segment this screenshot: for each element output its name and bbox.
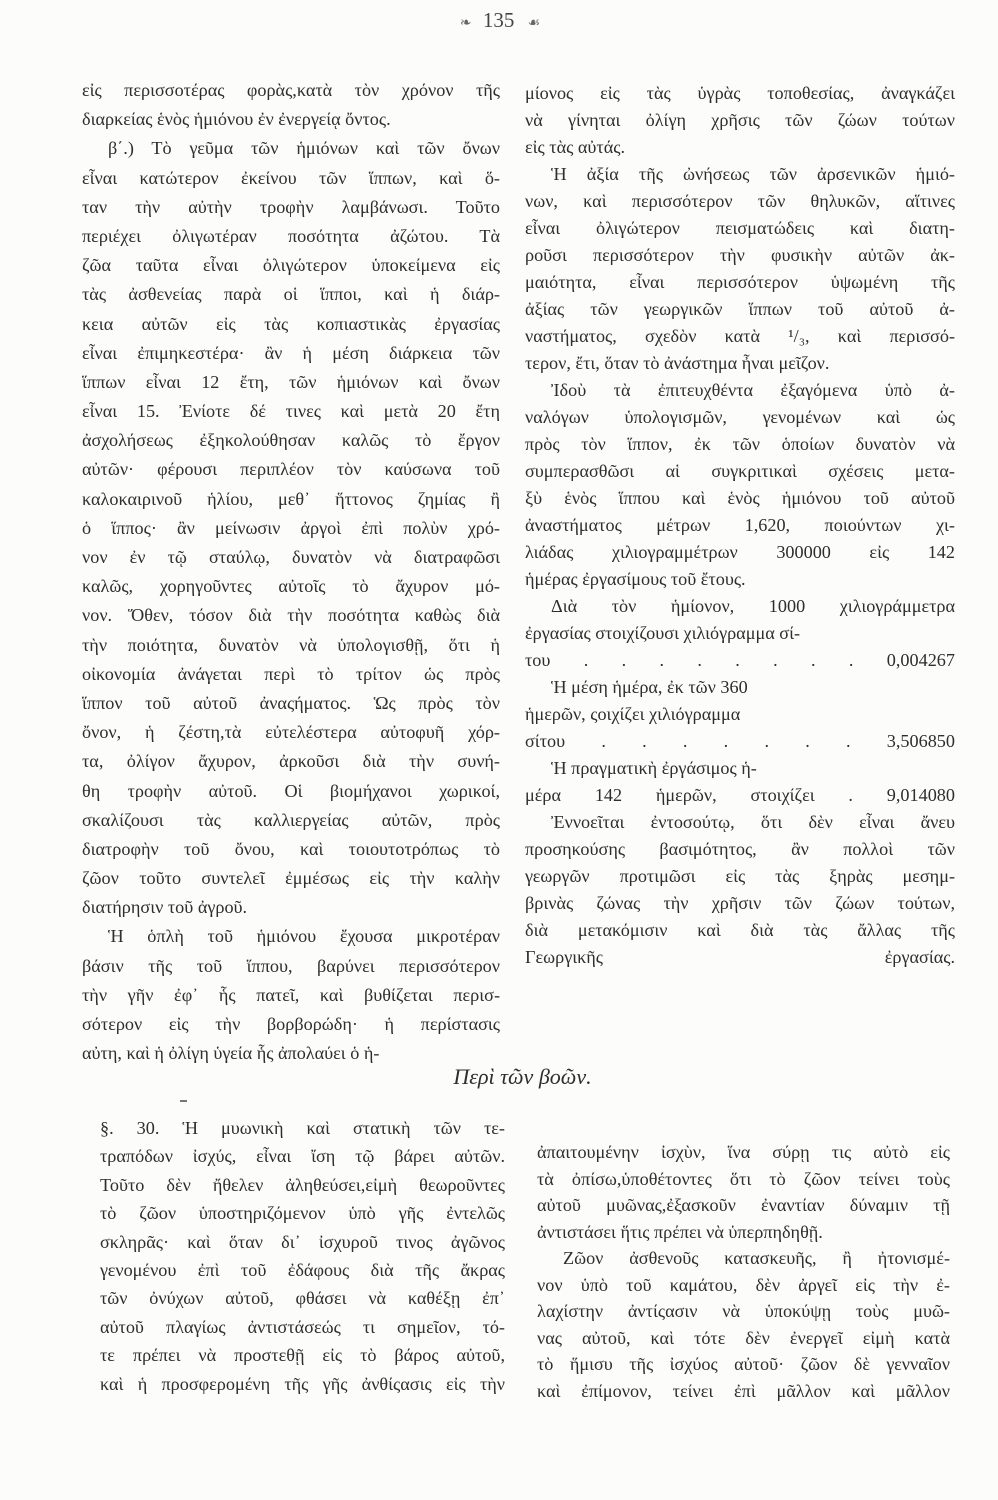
text-line: καλοκαιρινοῦ ἡλίου, μεθ᾽ ἥττονος ζημίας ἢ xyxy=(82,488,500,509)
text-line: εἶναι ἐπιμηκεστέρα· ἂν ἡ μέση διάρκεια τῶν xyxy=(82,342,500,363)
text-line: νων, καὶ περισσότερον τῶν θηλυκῶν, αἵτινες xyxy=(525,191,955,211)
text-line: συμπερασθῶσι αἱ συγκριτικαὶ σχέσεις μετα- xyxy=(525,461,955,481)
text-line: βάσιν τῆς τοῦ ἵππου, βαρύνει περισσότερον xyxy=(82,955,500,976)
text-line: Γεωργικῆς ἐργασίας. xyxy=(525,947,955,967)
text-line: περιέχει ὀλιγωτέραν ποσότητα ἀζώτου. Τὰ xyxy=(82,225,500,246)
text-line: Ἡ ὁπλὴ τοῦ ἡμιόνου ἔχουσα μικροτέραν xyxy=(108,926,500,947)
text-line: σίτου . . . . . . . 3,506850 xyxy=(525,731,955,751)
text-line: σκαλίζουσι τὰς καλλιεργείας αὐτῶν, πρὸς xyxy=(82,809,500,830)
text-line: Ἡ πραγματικὴ ἐργάσιμος ἡ- xyxy=(551,758,757,778)
text-line: ζῶα ταῦτα εἶναι ὀλιγώτερον ὑποκείμενα εἰς xyxy=(82,255,500,276)
text-line: διαρκείας ἑνὸς ἡμιόνου ἐν ἐνεργείᾳ ὄντος. xyxy=(82,109,391,130)
page-number: 135 xyxy=(482,8,515,32)
text-line: τὴν ποιότητα, δυνατὸν νὰ ὑπολογισθῇ, ὅτι ἡ xyxy=(82,634,500,655)
text-line: Διὰ τὸν ἡμίονον, 1000 χιλιογράμμετρα xyxy=(551,596,955,616)
left-column-top xyxy=(82,76,500,1068)
text-line: ζῶον τοῦτο συντελεῖ ἐμμέσως εἰς τὴν καλὴν xyxy=(82,868,500,889)
left-column-bottom xyxy=(100,1114,505,1398)
text-line: νον ὑπὸ τοῦ καμάτου, δὲν ἀργεῖ εἰς τὴν ἐ- xyxy=(537,1274,950,1295)
text-line: θη τροφὴν αὐτοῦ. Οἱ βιομήχανοι χωρικοί, xyxy=(82,780,500,801)
page-header xyxy=(0,8,998,33)
text-line: ἀντιστάσει ἥτις πρέπει νὰ ὑπερπηδηθῇ. xyxy=(537,1221,823,1242)
text-line: βρινὰς ζώνας τὴν χρῆσιν τῶν ζώων τούτων, xyxy=(525,893,955,913)
ornament-right-icon: ☙ xyxy=(527,16,539,31)
text-line: ἡμερῶν, ςοιχίζει χιλιόγραμμα xyxy=(525,704,741,724)
text-line: μέρα 142 ἡμερῶν, στοιχίζει . 9,014080 xyxy=(525,785,955,805)
ornament-left-icon: ❧ xyxy=(459,16,470,31)
text-line: ἀναστήματος μέτρων 1,620, ποιούντων χι- xyxy=(525,515,955,535)
text-line: νον ἐν τῷ σταύλῳ, δυνατὸν νὰ διατραφῶσι xyxy=(82,547,500,567)
text-line: ὄνον, ἡ ζέστη,τὰ εὐτελέστερα αὐτοφυῆ χόρ- xyxy=(82,722,500,743)
text-line: Ἡ ἀξία τῆς ὠνήσεως τῶν ἀρσενικῶν ἡμιό- xyxy=(551,164,955,184)
text-line: ναλόγων ὑπολογισμῶν, γενομένων καὶ ὡς xyxy=(525,407,955,427)
dash-mark xyxy=(180,1100,187,1102)
text-line: ἡμέρας ἐργασίμους τοῦ ἔτους. xyxy=(525,569,746,589)
text-line: §. 30. Ἡ μυωνικὴ καὶ στατικὴ τῶν τε- xyxy=(100,1118,505,1138)
text-line: πρὸς τὸν ἵππον, ἐκ τῶν ὁποίων δυνατὸν νὰ xyxy=(525,434,955,454)
text-line: διὰ μετακόμισιν καὶ διὰ τὰς ἄλλας τῆς xyxy=(525,920,955,940)
text-line: αὐτοῦ μυῶνας,ἐξασκοῦν ἐναντίαν δύναμιν τῇ xyxy=(537,1195,950,1215)
text-line: σκληρᾶς· καὶ ὅταν δι᾽ ἰσχυροῦ τινος ἀγῶνος xyxy=(100,1231,505,1252)
text-line: ροῦσι περισσότερον τὴν φυσικὴν αὐτῶν ἀκ- xyxy=(525,245,955,265)
text-line: εἶναι κατώτερον ἐκείνου τῶν ἵππων, καὶ ὅ- xyxy=(82,167,500,188)
text-line: νας αὐτοῦ, καὶ τότε δὲν ἐνεργεῖ εἰμὴ κατὰ xyxy=(537,1327,950,1348)
text-line: ναστήματος, σχεδὸν κατὰ ¹/₃, καὶ περισσό- xyxy=(525,326,955,346)
text-line: καὶ ἐπίμονον, τείνει ἐπὶ μᾶλλον καὶ μᾶλλον xyxy=(537,1380,950,1401)
text-line: ἀσχολήσεως ἐξηκολούθησαν καλῶς τὸ ἔργον xyxy=(82,430,500,451)
section-heading: Περὶ τῶν βοῶν. xyxy=(453,1064,592,1089)
text-line: καλῶς, χορηγοῦντες αὐτοῖς τὸ ἄχυρον μό- xyxy=(82,576,500,597)
text-line: τα, ὀλίγον ἄχυρον, ἀρκοῦσι διὰ τὴν συνή- xyxy=(82,751,500,772)
text-line: ἵππον τοῦ αὐτοῦ ἀναςήματος. Ὡς πρὸς τὸν xyxy=(82,692,500,713)
text-line: τῶν ὀνύχων αὐτοῦ, φθάσει νὰ καθέξῃ ἐπ᾽ xyxy=(100,1288,505,1309)
text-line: ὁ ἵππος· ἂν μείνωσιν ἀργοὶ ἐπὶ πολὺν χρό- xyxy=(82,517,500,538)
text-line: μαιότητα, εἶναι περισσότερον ὑψωμένη τῆς xyxy=(525,272,955,292)
text-line: αὐτῶν· φέρουσι περιπλέον τὸν καύσωνα τοῦ xyxy=(82,459,500,480)
text-line: καὶ ἡ προσφερομένη τῆς γῆς ἀνθίςασις εἰς τὴν xyxy=(100,1373,505,1394)
text-line: τὴν γῆν ἐφ᾽ ἧς πατεῖ, καὶ βυθίζεται περισ- xyxy=(82,984,500,1005)
text-line: λαχίστην ἀντίςασιν νὰ ὑποκύψῃ τοὺς μυῶ- xyxy=(537,1301,950,1321)
text-line: Ζῶον ἀσθενοῦς κατασκευῆς, ἢ ἠτονισμέ- xyxy=(563,1248,950,1268)
text-line: μίονος εἰς τὰς ὑγρὰς τοποθεσίας, ἀναγκάζει xyxy=(525,83,955,103)
text-line: αὐτη, καὶ ἡ ὀλίγη ὑγεία ἧς ἀπολαύει ὁ ἡ- xyxy=(82,1043,380,1064)
text-line: τὰ ὀπίσω,ὑποθέτοντες ὅτι τὸ ζῶον τείνει τοὺς xyxy=(537,1168,950,1189)
text-line: κεια αὐτῶν εἰς τὰς κοπιαστικὰς ἐργασίας xyxy=(82,313,500,334)
text-line: εἰς τὰς αὐτάς. xyxy=(525,137,625,157)
text-line: εἰς περισσοτέρας φορὰς,κατὰ τὸν χρόνον τῆς xyxy=(82,80,500,100)
text-line: τε πρέπει νὰ προστεθῇ εἰς τὸ βάρος αὐτοῦ, xyxy=(100,1345,505,1366)
text-line: νὰ γίνηται ὀλίγη χρῆσις τῶν ζώων τούτων xyxy=(525,110,955,130)
text-line: νον. Ὅθεν, τόσον διὰ τὴν ποσότητα καθὼς διὰ xyxy=(82,605,500,626)
text-line: ἵππων εἶναι 12 ἔτη, τῶν ἡμιόνων καὶ ὄνων xyxy=(82,371,500,392)
text-line: διατήρησιν τοῦ ἀγροῦ. xyxy=(82,897,248,918)
text-line: Ἐννοεῖται ἐντοσούτῳ, ὅτι δὲν εἶναι ἄνευ xyxy=(551,812,955,832)
text-line: τραπόδων ἰσχύς, εἶναι ἴση τῷ βάρει αὐτῶν. xyxy=(100,1146,505,1167)
right-column-top xyxy=(525,80,955,971)
text-line: τὸ ἥμισυ τῆς ἰσχύος αὐτοῦ· ζῶον δὲ γενναῖον xyxy=(537,1354,950,1374)
text-line: ἀξίας τῶν γεωργικῶν ἵππων τοῦ αὐτοῦ ἀ- xyxy=(525,299,955,319)
text-line: ταν τὴν αὐτὴν τροφὴν λαμβάνωσι. Τοῦτο xyxy=(82,196,500,217)
text-line: ἀπαιτουμένην ἰσχὺν, ἵνα σύρῃ τις αὐτὸ εἰς xyxy=(537,1142,950,1162)
text-line: γενομένου ἐπὶ τοῦ ἐδάφους διὰ τῆς ἄκρας xyxy=(100,1259,505,1280)
text-line: του . . . . . . . . 0,004267 xyxy=(525,650,955,670)
text-line: εἶναι ὀλιγώτερον πεισματώδεις καὶ διατη- xyxy=(525,218,955,238)
text-line: τερον, ἔτι, ὅταν τὸ ἀνάστημα ἦναι μεῖζον. xyxy=(525,353,830,373)
text-line: Ἰδοὺ τὰ ἐπιτευχθέντα ἐξαγόμενα ὑπὸ ἀ- xyxy=(551,380,955,400)
text-line: λιάδας χιλιογραμμέτρων 300000 εἰς 142 xyxy=(525,542,955,562)
right-column-bottom xyxy=(537,1139,950,1404)
text-line: ἐργασίας στοιχίζουσι χιλιόγραμμα σί- xyxy=(525,623,801,643)
text-line: γεωργῶν προτιμῶσι εἰς τὰς ξηρὰς μεσημ- xyxy=(525,866,955,886)
text-line: τὸ ζῶον ὑποστηριζόμενον ὑπὸ γῆς ἐντελῶς xyxy=(100,1203,505,1224)
text-line: Τοῦτο δὲν ἤθελεν ἀληθεύσει,εἰμὴ θεωροῦντες xyxy=(100,1174,505,1195)
text-line: β΄.) Τὸ γεῦμα τῶν ἡμιόνων καὶ τῶν ὄνων xyxy=(108,138,500,159)
text-line: οἰκονομία ἀνάγεται περὶ τὸ τρίτον ὡς πρὸς xyxy=(82,663,500,684)
text-line: τὰς ἀσθενείας παρὰ οἱ ἵπποι, καὶ ἡ διάρ- xyxy=(82,284,500,305)
text-line: εἶναι 15. Ἐνίοτε δέ τινες καὶ μετὰ 20 ἔτη xyxy=(82,401,500,422)
text-line: ξὺ ἑνὸς ἵππου καὶ ἑνὸς ἡμιόνου τοῦ αὐτοῦ xyxy=(525,488,955,508)
text-line: προσηκούσης βασιμότητος, ἂν πολλοὶ τῶν xyxy=(525,839,955,859)
text-line: διατροφὴν τοῦ ὄνου, καὶ τοιουτοτρόπως τὸ xyxy=(82,838,500,859)
text-line: αὐτοῦ πλαγίως ἀντιστάσεώς τι σημεῖον, τό- xyxy=(100,1316,505,1337)
text-line: Ἡ μέση ἡμέρα, ἐκ τῶν 360 xyxy=(551,677,748,697)
text-line: σότερον εἰς τὴν βορβορώδη· ἡ περίστασις xyxy=(82,1014,500,1034)
